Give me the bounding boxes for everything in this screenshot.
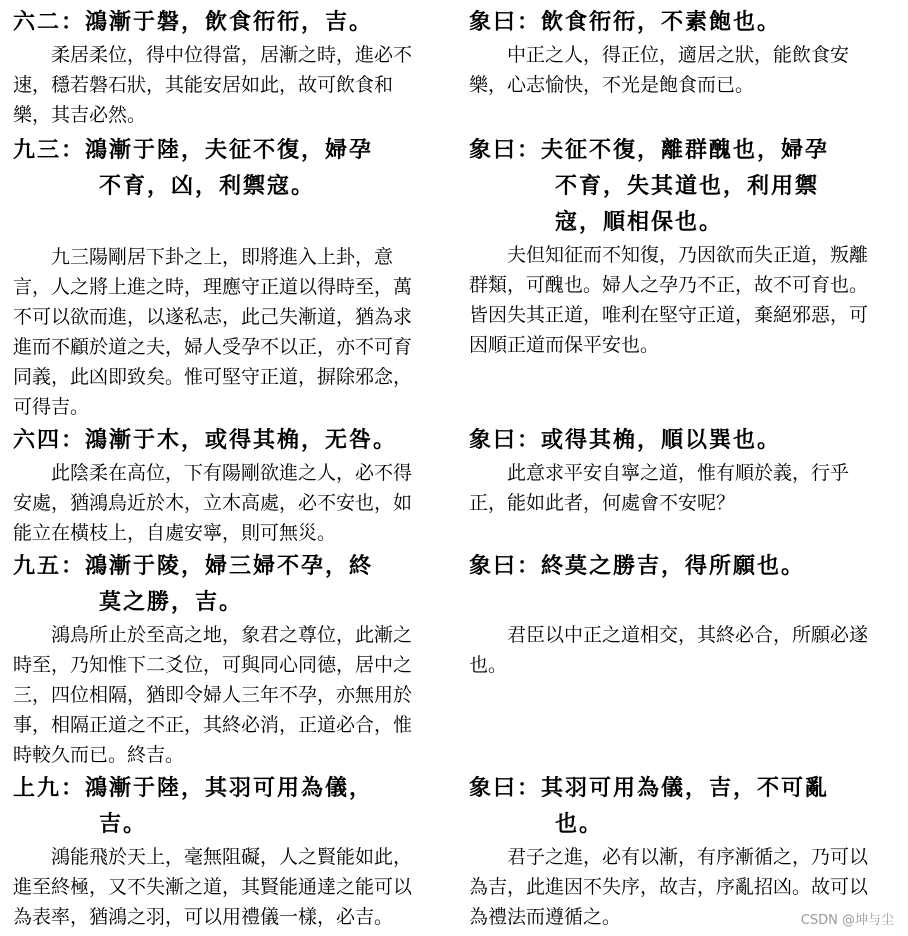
xiang-commentary: 此意求平安自寧之道，惟有順於義，行乎正，能如此者，何處會不安呢？ xyxy=(469,462,850,514)
xiang-heading: 象曰：其羽可用為儀，吉，不可亂 xyxy=(469,775,830,801)
xiang-heading: 象曰：飲食衎衎，不素飽也。 xyxy=(469,9,782,35)
section-jiusan-left xyxy=(13,132,425,422)
xiang-heading: 象曰：終莫之勝吉，得所願也。 xyxy=(469,553,806,579)
xiang-heading-continued-2: 寇，順相保也。 xyxy=(555,209,724,235)
yao-commentary: 鴻鳥所止於至高之地，象君之尊位，此漸之時至，乃知惟下二爻位，可與同心同德，居中之三，四位相隔，猶即令婦人三年不孕，亦無用於事，相隔正道之不正，其終必消，正道必合，惟時較久而已。終吉。 xyxy=(13,624,413,766)
xiang-heading: 象曰：或得其桷，順以巽也。 xyxy=(469,427,782,453)
section-liusi-right xyxy=(469,422,883,548)
section-jiusan xyxy=(0,132,908,422)
yao-commentary: 鴻能飛於天上，毫無阻礙，人之賢能如此，進至終極，又不失漸之道，其賢能通達之能可以為表率，猶鴻之羽，可以用禮儀一樣，必吉。 xyxy=(13,846,413,928)
xiang-heading-continued: 不育，失其道也，利用禦 xyxy=(555,173,820,199)
section-jiusan-right xyxy=(469,132,883,422)
section-shangjiu-left xyxy=(13,770,425,932)
section-liuer xyxy=(0,4,908,130)
yao-commentary: 柔居柔位，得中位得當，居漸之時，進必不速，穩若磐石狀，其能安居如此，故可飲食和樂，其吉必然。 xyxy=(13,44,413,126)
yao-heading-continued: 莫之勝，吉。 xyxy=(99,589,244,615)
yao-heading-continued: 不育，凶，利禦寇。 xyxy=(99,173,316,199)
yao-heading-continued: 吉。 xyxy=(99,811,148,837)
yao-heading: 九五：鴻漸于陵，婦三婦不孕，終 xyxy=(13,553,374,579)
yao-heading: 六二：鴻漸于磐，飲食衎衎，吉。 xyxy=(13,9,374,35)
section-liusi xyxy=(0,422,908,548)
yao-commentary: 九三陽剛居下卦之上，即將進入上卦，意言，人之將上進之時，理應守正道以得時至，萬不可以欲而進，以遂私志，此己失漸道，猶為求進而不顧於道之夫，婦人受孕不以正，亦不可育同義，此凶即致矣。惟可堅守正道，摒除邪念，可得吉。 xyxy=(13,246,413,418)
section-liuer-left xyxy=(13,4,425,130)
yao-heading: 上九：鴻漸于陸，其羽可用為儀， xyxy=(13,775,374,801)
section-liusi-left xyxy=(13,422,425,548)
section-shangjiu xyxy=(0,770,908,932)
xiang-commentary: 君臣以中正之道相交，其終必合，所願必遂也。 xyxy=(469,624,869,676)
yao-commentary: 此陰柔在高位，下有陽剛欲進之人，必不得安處，猶鴻鳥近於木，立木高處，必不安也，如能立在橫枝上，自處安寧，則可無災。 xyxy=(13,462,413,544)
watermark-text: CSDN @坤与尘 xyxy=(800,913,894,928)
xiang-commentary: 中正之人，得正位，適居之狀，能飲食安樂，心志愉快，不光是飽食而已。 xyxy=(469,44,850,96)
xiang-commentary: 君子之進，必有以漸，有序漸循之，乃可以為吉，此進因不失序，故吉，序亂招凶。故可以為禮法而遵循之。 xyxy=(469,846,869,928)
xiang-commentary: 夫但知征而不知復，乃因欲而失正道，叛離群類，可醜也。婦人之孕乃不正，故不可育也。皆因失其正道，唯利在堅守正道，棄絕邪惡，可因順正道而保平安也。 xyxy=(469,244,869,356)
xiang-heading-continued: 也。 xyxy=(555,811,604,837)
yao-heading: 九三：鴻漸于陸，夫征不復，婦孕 xyxy=(13,137,374,163)
xiang-heading: 象曰：夫征不復，離群醜也，婦孕 xyxy=(469,137,830,163)
yao-heading: 六四：鴻漸于木，或得其桷，无咎。 xyxy=(13,427,398,453)
section-jiuwu-left xyxy=(13,548,425,770)
section-jiuwu xyxy=(0,548,908,770)
section-jiuwu-right xyxy=(469,548,883,770)
section-shangjiu-right xyxy=(469,770,883,932)
section-liuer-right xyxy=(469,4,883,130)
